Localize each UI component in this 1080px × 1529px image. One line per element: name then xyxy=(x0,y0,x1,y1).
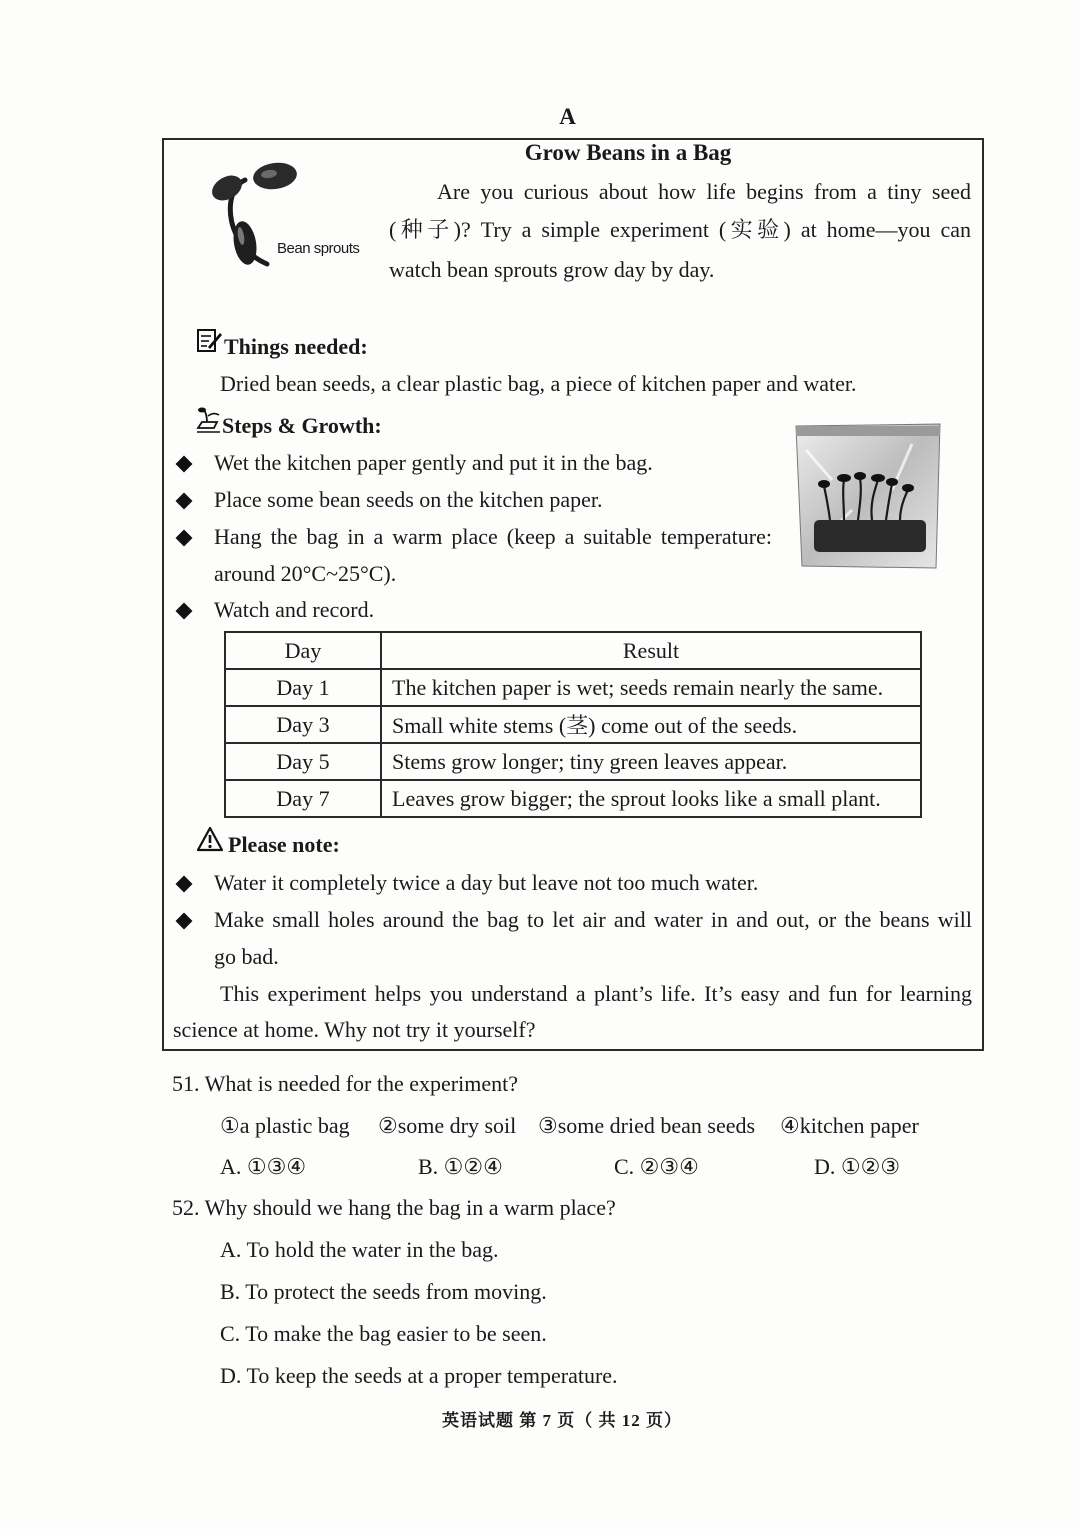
steps-heading: Steps & Growth: xyxy=(222,413,382,438)
things-needed-text: Dried bean seeds, a clear plastic bag, a piece of kitchen paper and water. xyxy=(220,371,857,396)
note-bullet xyxy=(178,865,190,901)
bullet-diamond-icon xyxy=(176,493,193,510)
table-cell-day: Day 3 xyxy=(225,706,381,743)
notepad-icon xyxy=(195,326,223,354)
note-bullet xyxy=(178,902,190,938)
table-cell-day: Day 1 xyxy=(225,669,381,706)
warning-icon xyxy=(196,826,224,852)
step-item: Place some bean seeds on the kitchen paper. xyxy=(214,487,603,512)
table-row xyxy=(225,669,921,706)
table-cell-result: Leaves grow bigger; the sprout looks like a small plant. xyxy=(381,780,921,817)
table-row xyxy=(225,706,921,743)
intro-line-2: (种子)? Try a simple experiment (实验) at home—you can xyxy=(389,217,971,242)
question-51-option-a[interactable]: A. ①③④ xyxy=(220,1154,307,1179)
passage-title: Grow Beans in a Bag xyxy=(524,140,732,165)
note-heading: Please note: xyxy=(228,832,340,857)
illustration-label: Bean sprouts xyxy=(277,240,360,257)
table-row xyxy=(225,743,921,780)
step-item: Watch and record. xyxy=(214,597,375,622)
bullet-diamond-icon xyxy=(176,603,193,620)
table-header-row xyxy=(225,632,921,669)
question-52-option-d[interactable]: D. To keep the seeds at a proper temperature. xyxy=(220,1363,618,1388)
question-52-option-a[interactable]: A. To hold the water in the bag. xyxy=(220,1237,499,1262)
bullet-diamond-icon xyxy=(176,530,193,547)
results-table xyxy=(224,631,922,818)
table-row xyxy=(225,780,921,817)
step-item: Hang the bag in a warm place (keep a suitable temperature: xyxy=(214,524,772,549)
step-bullet xyxy=(178,519,190,555)
question-51-item: ①a plastic bag xyxy=(220,1113,350,1138)
closing-line-2: science at home. Why not try it yourself? xyxy=(173,1017,536,1042)
question-51-item: ③some dried bean seeds xyxy=(538,1113,756,1138)
table-cell-result: Stems grow longer; tiny green leaves appear. xyxy=(381,743,921,780)
step-item-continued: around 20°C~25°C). xyxy=(214,561,397,586)
closing-line-1: This experiment helps you understand a plant’s life. It’s easy and fun for learning xyxy=(220,981,972,1006)
step-bullet xyxy=(178,482,190,518)
question-52-option-c[interactable]: C. To make the bag easier to be seen. xyxy=(220,1321,547,1346)
intro-line-3: watch bean sprouts grow day by day. xyxy=(389,257,715,282)
page-footer: 英语试题 第 7 页（ 共 12 页） xyxy=(442,1411,682,1430)
question-51-item: ④kitchen paper xyxy=(780,1113,919,1138)
note-item-continued: go bad. xyxy=(214,944,279,969)
question-51-option-b[interactable]: B. ①②④ xyxy=(418,1154,503,1179)
seedling-icon xyxy=(194,404,224,434)
question-51-option-c[interactable]: C. ②③④ xyxy=(614,1154,699,1179)
table-cell-day: Day 7 xyxy=(225,780,381,817)
things-needed-heading: Things needed: xyxy=(224,334,368,359)
section-letter: A xyxy=(559,104,576,129)
bullet-diamond-icon xyxy=(176,876,193,893)
question-51-option-d[interactable]: D. ①②③ xyxy=(814,1154,901,1179)
table-header-result: Result xyxy=(381,632,921,669)
table-header-day: Day xyxy=(225,632,381,669)
step-item: Wet the kitchen paper gently and put it in the bag. xyxy=(214,450,653,475)
question-52-stem: 52. Why should we hang the bag in a warm place? xyxy=(172,1195,616,1220)
intro-line-1: Are you curious about how life begins from a tiny seed xyxy=(437,179,971,204)
table-cell-day: Day 5 xyxy=(225,743,381,780)
table-cell-result: Small white stems (茎) come out of the seeds. xyxy=(381,706,921,743)
note-item: Water it completely twice a day but leave not too much water. xyxy=(214,870,759,895)
bullet-diamond-icon xyxy=(176,913,193,930)
step-bullet xyxy=(178,445,190,481)
table-cell-result: The kitchen paper is wet; seeds remain nearly the same. xyxy=(381,669,921,706)
question-51-item: ②some dry soil xyxy=(378,1113,517,1138)
step-bullet xyxy=(178,592,190,628)
bullet-diamond-icon xyxy=(176,456,193,473)
note-item: Make small holes around the bag to let air and water in and out, or the beans will xyxy=(214,907,972,932)
bean-bag-photo xyxy=(792,420,944,570)
question-52-option-b[interactable]: B. To protect the seeds from moving. xyxy=(220,1279,547,1304)
question-51-stem: 51. What is needed for the experiment? xyxy=(172,1071,518,1096)
